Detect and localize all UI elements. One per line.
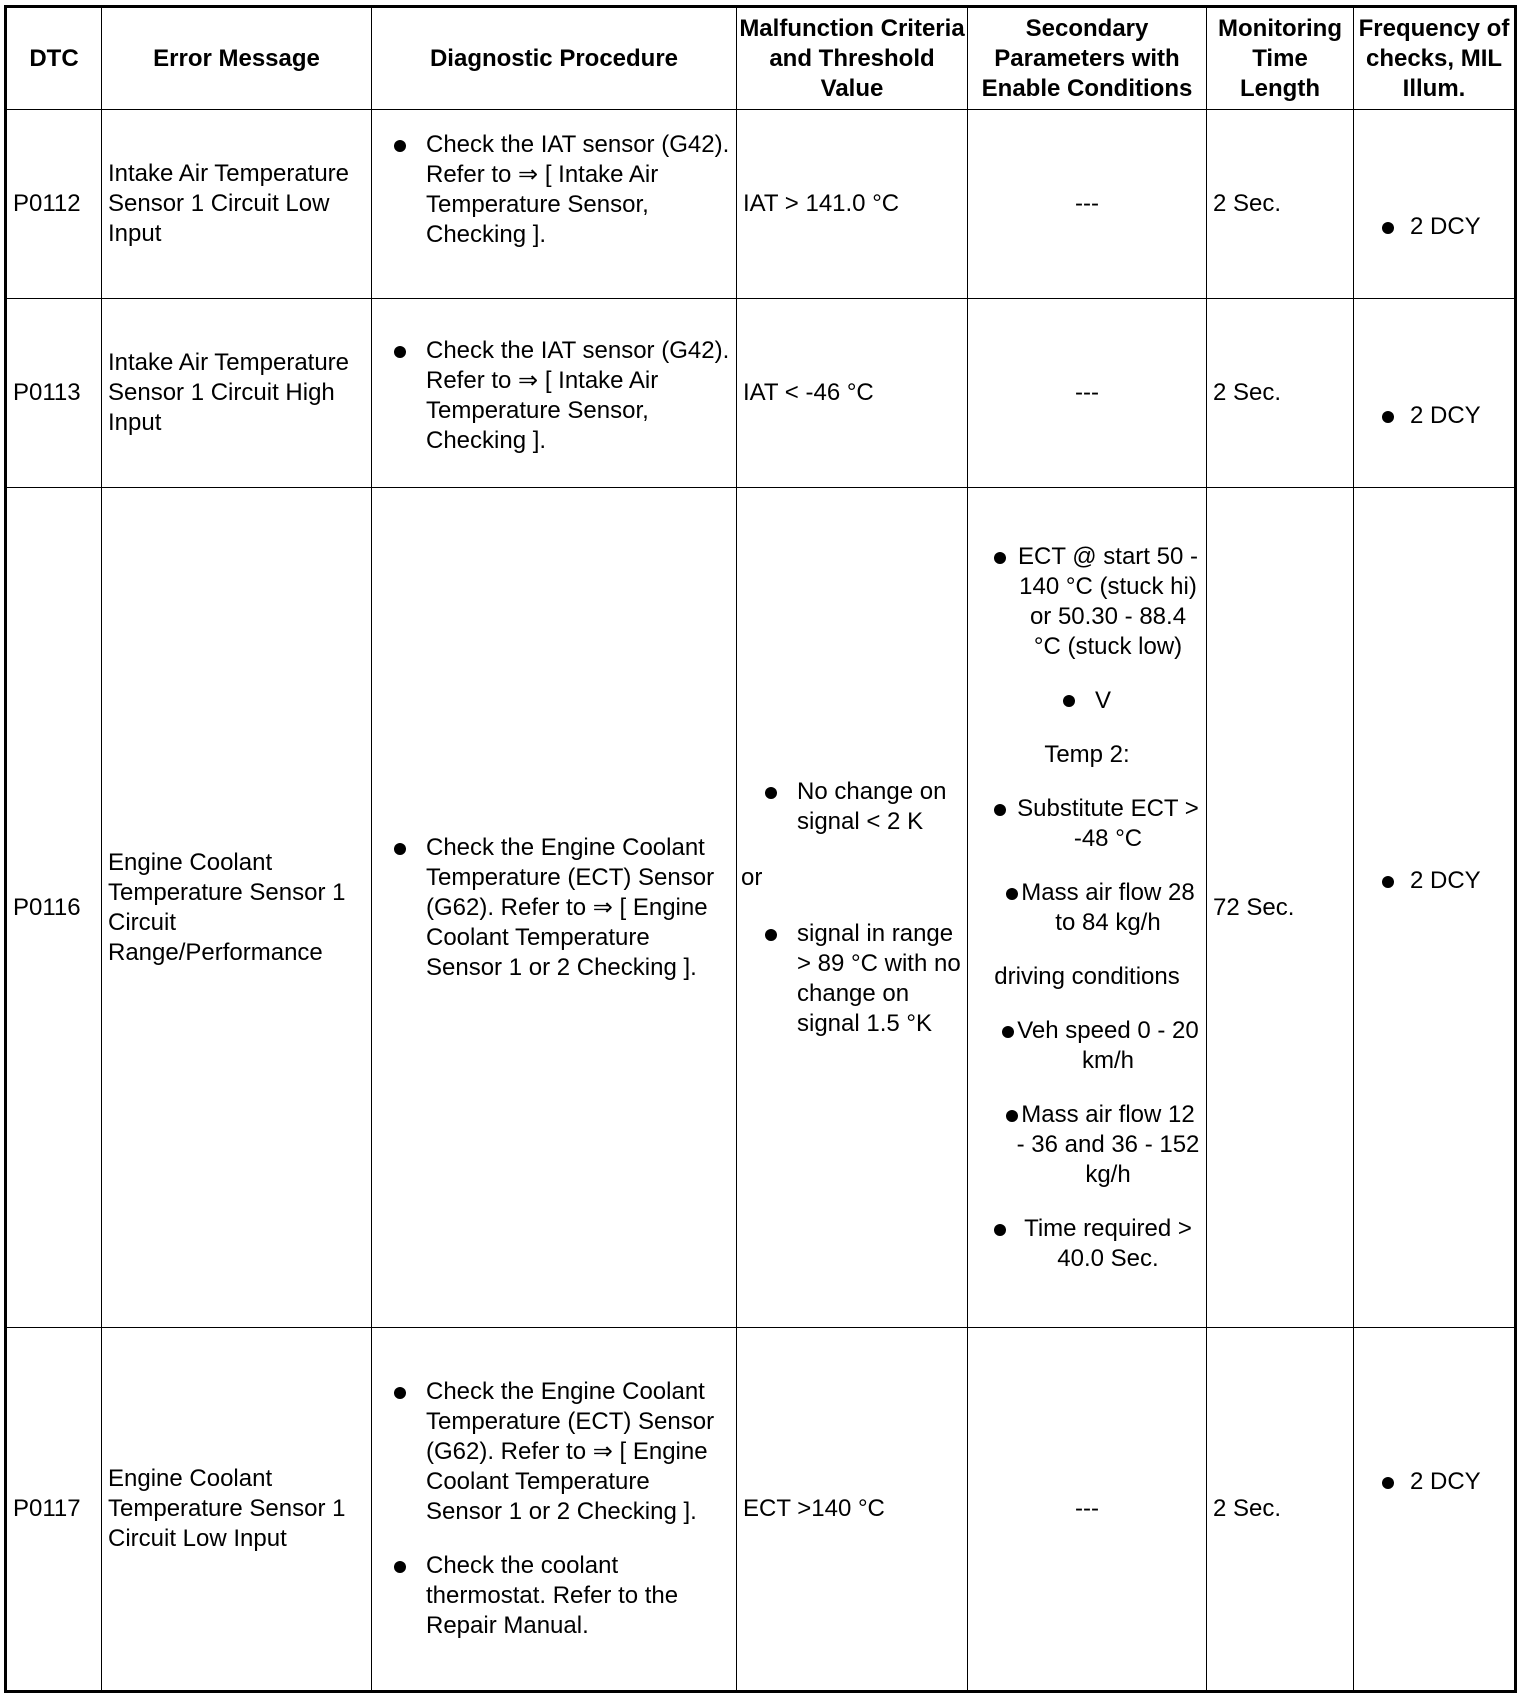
secondary-parameters: ---	[968, 299, 1207, 488]
header-error-message: Error Message	[102, 7, 372, 110]
diagnostic-procedure	[372, 488, 737, 1328]
dtc-code: P0113	[6, 299, 102, 488]
dtc-table	[4, 5, 1517, 1693]
diagnostic-procedure	[372, 110, 737, 299]
diagnostic-procedure	[372, 299, 737, 488]
procedure-step: Check the IAT sensor (G42). Refer to ⇒ [ Intake Air Temperature Sensor, Checking ].	[378, 336, 730, 456]
monitoring-time: 2 Sec.	[1207, 110, 1354, 299]
secondary-text: Temp 2:	[1044, 740, 1130, 768]
dtc-table-wrapper	[4, 5, 1517, 1693]
secondary-item: V	[974, 686, 1200, 716]
secondary-text: driving conditions	[994, 962, 1180, 990]
error-message: Intake Air Temperature Sensor 1 Circuit High Input	[102, 299, 372, 488]
secondary-item: Mass air flow 12 - 36 and 36 - 152 kg/h	[974, 1100, 1200, 1190]
table-row	[6, 1328, 1516, 1692]
malfunction-criteria: IAT < -46 °C	[737, 299, 968, 488]
malfunction-criteria: ECT >140 °C	[737, 1328, 968, 1692]
header-malfunction-criteria: Malfunction Criteria and Threshold Value	[737, 7, 968, 110]
secondary-item: Substitute ECT > -48 °C	[974, 794, 1200, 854]
procedure-step: Check the Engine Coolant Temperature (ECT) Sensor (G62). Refer to ⇒ [ Engine Coolant Temperature Sensor 1 or 2 Checking ].	[378, 1377, 730, 1527]
secondary-item: Time required > 40.0 Sec.	[974, 1214, 1200, 1274]
table-row	[6, 299, 1516, 488]
frequency	[1354, 1328, 1516, 1692]
table-row	[6, 488, 1516, 1328]
dtc-code: P0116	[6, 488, 102, 1328]
error-message: Intake Air Temperature Sensor 1 Circuit Low Input	[102, 110, 372, 299]
frequency-item: 2 DCY	[1360, 212, 1508, 242]
secondary-parameters: ---	[968, 1328, 1207, 1692]
header-dtc: DTC	[6, 7, 102, 110]
table-row	[6, 110, 1516, 299]
secondary-parameters	[968, 488, 1207, 1328]
header-secondary-parameters: Secondary Parameters with Enable Conditions	[968, 7, 1207, 110]
monitoring-time: 2 Sec.	[1207, 299, 1354, 488]
header-monitoring-time: Monitoring Time Length	[1207, 7, 1354, 110]
secondary-item: Veh speed 0 - 20 km/h	[974, 1016, 1200, 1076]
secondary-parameters: ---	[968, 110, 1207, 299]
malfunction-criteria: IAT > 141.0 °C	[737, 110, 968, 299]
frequency	[1354, 488, 1516, 1328]
procedure-step: Check the Engine Coolant Temperature (ECT) Sensor (G62). Refer to ⇒ [ Engine Coolant Temperature Sensor 1 or 2 Checking ].	[378, 833, 730, 983]
monitoring-time: 72 Sec.	[1207, 488, 1354, 1328]
secondary-item: ECT @ start 50 - 140 °C (stuck hi) or 50.30 - 88.4 °C (stuck low)	[974, 542, 1200, 662]
frequency	[1354, 110, 1516, 299]
dtc-code: P0112	[6, 110, 102, 299]
header-diagnostic-procedure: Diagnostic Procedure	[372, 7, 737, 110]
monitoring-time: 2 Sec.	[1207, 1328, 1354, 1692]
frequency-item: 2 DCY	[1360, 1467, 1508, 1497]
secondary-item: Mass air flow 28 to 84 kg/h	[974, 878, 1200, 938]
criteria-or: or	[741, 863, 763, 891]
frequency	[1354, 299, 1516, 488]
criteria-item: No change on signal < 2 K	[743, 777, 961, 837]
diagnostic-procedure	[372, 1328, 737, 1692]
header-frequency: Frequency of checks, MIL Illum.	[1354, 7, 1516, 110]
frequency-item: 2 DCY	[1360, 866, 1508, 896]
procedure-step: Check the coolant thermostat. Refer to the Repair Manual.	[378, 1551, 730, 1641]
procedure-step: Check the IAT sensor (G42). Refer to ⇒ [ Intake Air Temperature Sensor, Checking ].	[378, 130, 730, 250]
malfunction-criteria	[737, 488, 968, 1328]
dtc-code: P0117	[6, 1328, 102, 1692]
header-row	[6, 7, 1516, 110]
criteria-item: signal in range > 89 °C with no change on signal 1.5 °K	[743, 919, 961, 1039]
error-message: Engine Coolant Temperature Sensor 1 Circuit Low Input	[102, 1328, 372, 1692]
frequency-item: 2 DCY	[1360, 401, 1508, 431]
error-message: Engine Coolant Temperature Sensor 1 Circuit Range/Performance	[102, 488, 372, 1328]
